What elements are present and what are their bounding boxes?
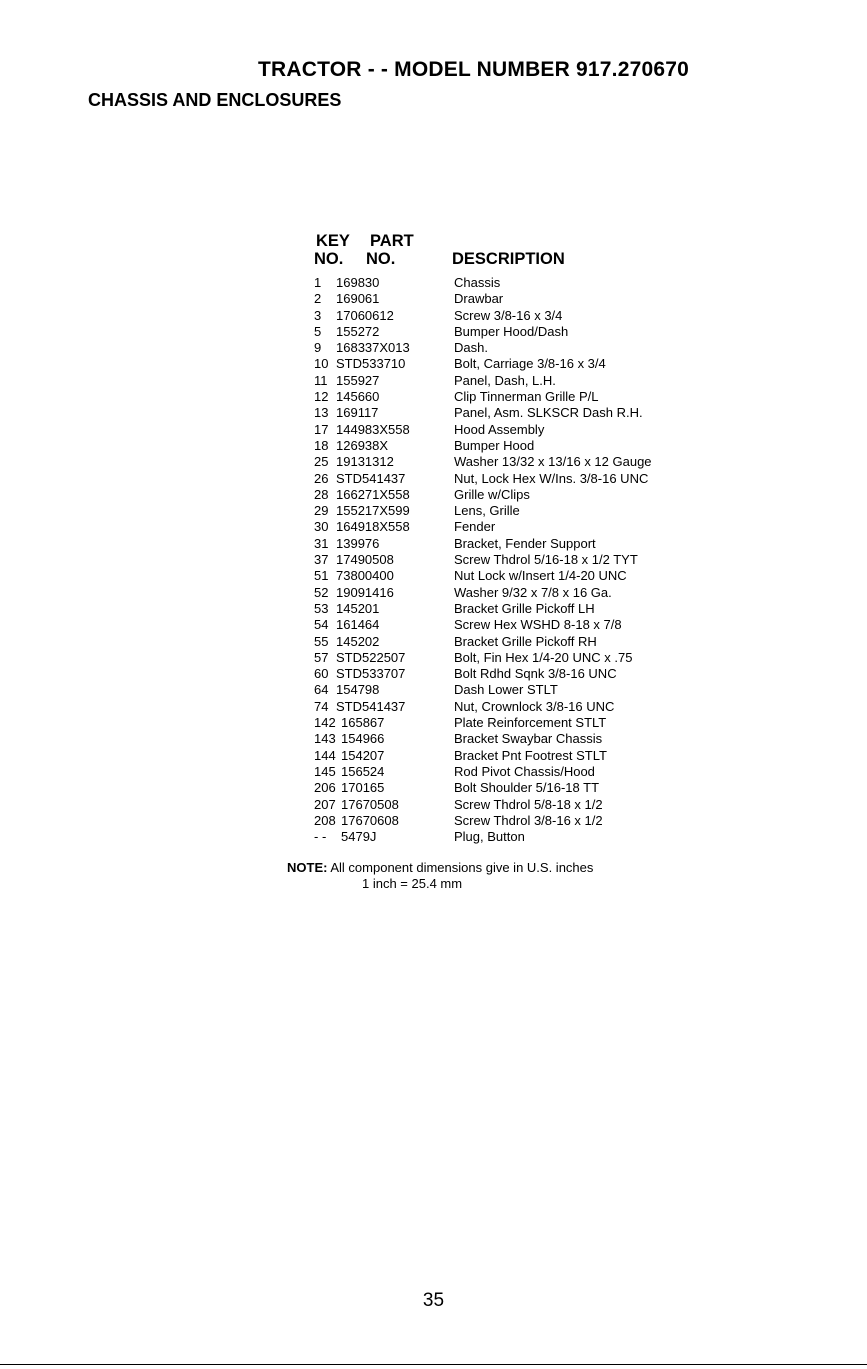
part-no: 139976 [336, 535, 380, 551]
part-no: 169061 [336, 291, 380, 307]
key-no: 143 [314, 731, 336, 747]
key-no: 18 [314, 437, 329, 453]
parts-row [314, 552, 734, 568]
part-no: 17670608 [341, 812, 399, 828]
page-number: 35 [422, 1290, 445, 1311]
note [287, 860, 593, 875]
parts-row [314, 373, 734, 389]
part-description: Bracket Grille Pickoff LH [454, 600, 595, 616]
part-no: 19131312 [336, 454, 394, 470]
section-title: CHASSIS AND ENCLOSURES [88, 90, 342, 110]
parts-row [314, 617, 734, 633]
parts-row [314, 813, 734, 829]
part-no: 161464 [336, 617, 380, 633]
parts-row [314, 585, 734, 601]
part-description: Bolt Shoulder 5/16-18 TT [454, 780, 600, 796]
parts-row [314, 471, 734, 487]
parts-row [314, 634, 734, 650]
part-description: Nut Lock w/Insert 1/4-20 UNC [454, 568, 627, 584]
parts-row [314, 666, 734, 682]
part-description: Chassis [454, 275, 501, 290]
part-no: 155272 [336, 323, 380, 339]
note-label: NOTE: [287, 860, 328, 875]
part-description: Bolt Rdhd Sqnk 3/8-16 UNC [454, 666, 617, 682]
parts-row [314, 715, 734, 731]
parts-row [314, 682, 734, 698]
parts-row [314, 308, 734, 324]
key-no: 206 [314, 780, 336, 796]
parts-row [314, 519, 734, 535]
parts-row [314, 405, 734, 421]
part-description: Nut, Lock Hex W/Ins. 3/8-16 UNC [454, 470, 649, 486]
key-no: 207 [314, 796, 336, 812]
key-no: 54 [314, 617, 329, 633]
part-no: STD541437 [336, 470, 406, 486]
part-no: 17060612 [336, 307, 394, 323]
parts-row [314, 536, 734, 552]
part-description: Bumper Hood/Dash [454, 323, 569, 339]
part-description: Washer 13/32 x 13/16 x 12 Gauge [454, 454, 652, 470]
col-header-description: DESCRIPTION [452, 250, 565, 268]
key-no: 11 [314, 372, 328, 388]
key-no: 74 [314, 698, 329, 714]
col-header-part-bottom: NO. [366, 250, 396, 268]
part-description: Rod Pivot Chassis/Hood [454, 763, 595, 779]
part-description: Panel, Asm. SLKSCR Dash R.H. [454, 405, 643, 421]
parts-row [314, 389, 734, 405]
parts-row [314, 454, 734, 470]
part-description: Drawbar [454, 291, 504, 307]
part-no: 145201 [336, 600, 380, 616]
parts-row [314, 797, 734, 813]
part-description: Screw 3/8-16 x 3/4 [454, 307, 563, 323]
part-no: 156524 [341, 763, 385, 779]
part-no: 144983X558 [336, 421, 410, 437]
key-no: 29 [314, 503, 329, 519]
key-no: 145 [314, 763, 336, 779]
part-no: 154207 [341, 747, 385, 763]
key-no: 64 [314, 682, 329, 698]
bottom-rule [0, 1364, 867, 1365]
part-description: Dash. [454, 340, 488, 356]
part-description: Bracket, Fender Support [454, 535, 596, 551]
parts-row [314, 340, 734, 356]
part-description: Bolt, Fin Hex 1/4-20 UNC x .75 [454, 649, 633, 665]
parts-row [314, 601, 734, 617]
part-description: Grille w/Clips [454, 486, 530, 502]
parts-row [314, 422, 734, 438]
parts-list [314, 275, 734, 845]
part-no: 170165 [341, 780, 385, 796]
part-description: Bracket Swaybar Chassis [454, 731, 603, 747]
parts-row [314, 438, 734, 454]
part-no: 145660 [336, 389, 380, 405]
part-no: STD541437 [336, 698, 406, 714]
key-no: 3 [314, 307, 322, 323]
part-description: Bracket Grille Pickoff RH [454, 633, 597, 649]
part-description: Nut, Crownlock 3/8-16 UNC [454, 698, 615, 714]
part-no: 17490508 [336, 552, 394, 568]
parts-row [314, 650, 734, 666]
part-description: Dash Lower STLT [454, 682, 558, 698]
part-no: 169830 [336, 275, 380, 290]
part-description: Screw Thdrol 5/16-18 x 1/2 TYT [454, 552, 638, 568]
parts-row [314, 748, 734, 764]
parts-row [314, 275, 734, 291]
key-no: 28 [314, 486, 329, 502]
key-no: 31 [314, 535, 329, 551]
key-no: 25 [314, 454, 329, 470]
parts-row [314, 324, 734, 340]
page-title: TRACTOR - - MODEL NUMBER 917.270670 [258, 58, 689, 81]
part-description: Lens, Grille [454, 503, 520, 519]
key-no: 144 [314, 747, 336, 763]
part-description: Bracket Pnt Footrest STLT [454, 747, 607, 763]
part-no: 154966 [341, 731, 385, 747]
key-no: 2 [314, 291, 322, 307]
col-header-key-top: KEY [316, 232, 350, 250]
col-header-part-top: PART [370, 232, 414, 250]
part-description: Plate Reinforcement STLT [454, 715, 607, 731]
part-description: Screw Hex WSHD 8-18 x 7/8 [454, 617, 622, 633]
part-no: 166271X558 [336, 486, 410, 502]
note-conversion: 1 inch = 25.4 mm [362, 876, 463, 891]
part-description: Bumper Hood [454, 437, 535, 453]
key-no: 13 [314, 405, 329, 421]
key-no: 51 [314, 568, 329, 584]
part-no: 73800400 [336, 568, 394, 584]
parts-row [314, 699, 734, 715]
key-no: 37 [314, 552, 329, 568]
key-no: 10 [314, 356, 329, 372]
note-text: All component dimensions give in U.S. inches [330, 860, 594, 875]
parts-row [314, 356, 734, 372]
parts-row [314, 291, 734, 307]
part-description: Panel, Dash, L.H. [454, 372, 556, 388]
part-description: Clip Tinnerman Grille P/L [454, 389, 599, 405]
key-no: - - [314, 829, 327, 845]
part-no: 126938X [336, 437, 389, 453]
key-no: 5 [314, 323, 322, 339]
part-no: 155927 [336, 372, 380, 388]
key-no: 57 [314, 649, 329, 665]
part-no: 17670508 [341, 796, 399, 812]
part-no: STD522507 [336, 649, 406, 665]
key-no: 142 [314, 715, 336, 731]
part-description: Screw Thdrol 5/8-18 x 1/2 [454, 796, 603, 812]
part-description: Hood Assembly [454, 421, 545, 437]
key-no: 208 [314, 812, 336, 828]
key-no: 53 [314, 600, 329, 616]
part-no: STD533707 [336, 666, 406, 682]
parts-row [314, 829, 734, 845]
part-no: 5479J [341, 829, 377, 845]
key-no: 1 [314, 275, 322, 290]
part-no: 154798 [336, 682, 380, 698]
part-description: Bolt, Carriage 3/8-16 x 3/4 [454, 356, 606, 372]
part-no: 155217X599 [336, 503, 410, 519]
key-no: 9 [314, 340, 322, 356]
key-no: 30 [314, 519, 329, 535]
key-no: 60 [314, 666, 329, 682]
col-header-key-bottom: NO. [314, 250, 344, 268]
key-no: 26 [314, 470, 329, 486]
parts-row [314, 731, 734, 747]
part-no: 19091416 [336, 584, 394, 600]
key-no: 52 [314, 584, 329, 600]
part-no: 145202 [336, 633, 380, 649]
part-no: 165867 [341, 715, 385, 731]
parts-row [314, 764, 734, 780]
part-no: 168337X013 [336, 340, 410, 356]
part-description: Washer 9/32 x 7/8 x 16 Ga. [454, 584, 612, 600]
parts-row [314, 568, 734, 584]
part-no: 169117 [336, 405, 379, 421]
parts-row [314, 503, 734, 519]
parts-row [314, 487, 734, 503]
parts-row [314, 780, 734, 796]
key-no: 17 [314, 421, 329, 437]
part-no: STD533710 [336, 356, 406, 372]
key-no: 12 [314, 389, 329, 405]
part-description: Fender [454, 519, 496, 535]
part-description: Screw Thdrol 3/8-16 x 1/2 [454, 812, 603, 828]
key-no: 55 [314, 633, 329, 649]
part-description: Plug, Button [454, 829, 525, 845]
part-no: 164918X558 [336, 519, 410, 535]
